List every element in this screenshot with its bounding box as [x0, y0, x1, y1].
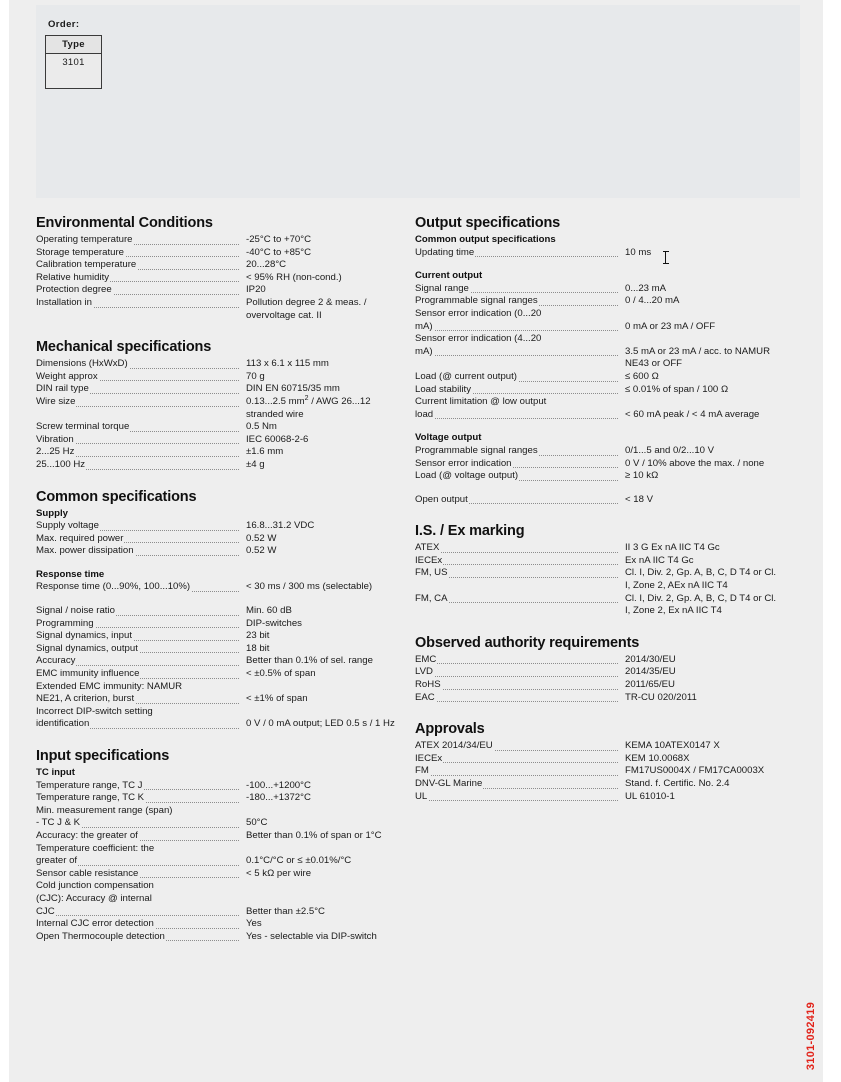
spec-row-label: NE21, A criterion, burst [36, 693, 239, 706]
spec-section [36, 339, 398, 471]
spec-row-value: < 95% RH (non-cond.) [246, 271, 342, 283]
spec-row [36, 817, 398, 830]
spec-row-label: Max. power dissipation [36, 545, 239, 558]
leader-dots [415, 330, 618, 331]
spec-row-label: Vibration [36, 434, 239, 447]
spec-row [36, 931, 398, 944]
spec-row [36, 780, 398, 793]
spec-row-value: ±4 g [246, 458, 265, 470]
spec-row-value: 2014/35/EU [625, 666, 676, 678]
spec-row-label: Updating time [415, 247, 618, 260]
spec-row [415, 567, 777, 592]
subsection-title: TC input [36, 767, 75, 778]
leader-dots [415, 418, 618, 419]
spec-row-value: 0 V / 0 mA output; LED 0.5 s / 1 Hz [246, 718, 395, 730]
spec-row-value: -100...+1200°C [246, 779, 311, 791]
spec-section [415, 635, 777, 704]
spec-row [36, 434, 398, 447]
spec-row-value: 23 bit [246, 630, 270, 642]
spec-row-label: Max. required power [36, 533, 239, 546]
spec-row-value: 0.5 Nm [246, 421, 277, 433]
spec-row-label: Load (@ current output) [415, 371, 618, 384]
product-image-panel [36, 5, 800, 198]
order-table [45, 35, 102, 89]
spec-label-line: Sensor error indication (0...20 [415, 307, 542, 319]
spec-row-value: 2011/65/EU [625, 679, 675, 691]
spec-row [36, 383, 398, 396]
spec-row-value: Stand. f. Certific. No. 2.4 [625, 778, 730, 789]
spec-row-value: 0...23 mA [625, 282, 667, 294]
spec-row-label: Open Thermocouple detection [36, 931, 239, 944]
spec-section [36, 489, 398, 732]
spec-row [36, 459, 398, 472]
spec-row [415, 666, 777, 679]
spec-row-label: RoHS [415, 679, 618, 692]
spec-row-value: UL 61010-1 [625, 790, 675, 802]
spec-row-value: 18 bit [246, 642, 270, 654]
spec-row [36, 297, 398, 322]
spec-row-value: < 30 ms / 300 ms (selectable) [246, 581, 373, 593]
spec-row-value: ≤ 600 Ω [625, 370, 659, 382]
spec-row-value: -180...+1372°C [246, 792, 311, 804]
spec-row-label: Screw terminal torque [36, 421, 239, 434]
spec-row-label: Programmable signal ranges [415, 295, 618, 308]
spec-row [415, 445, 777, 458]
spec-row-value: Better than 0.1% of span or 1°C [246, 829, 382, 841]
spec-row-label-wrap [415, 396, 777, 409]
spec-row-value: 70 g [246, 370, 265, 382]
spec-row-value: 0.52 W [246, 532, 277, 544]
spec-row-label-wrap [36, 893, 398, 906]
spec-row-value: 3.5 mA or 23 mA / acc. to NAMUR NE43 or OFF [625, 345, 771, 370]
spec-row [415, 778, 777, 791]
spec-row-label: CJC [36, 906, 239, 919]
spec-row-label: Load (@ voltage output) [415, 470, 618, 483]
spec-row [36, 918, 398, 931]
spec-row [415, 791, 777, 804]
spec-row-value: 0 / 4...20 mA [625, 295, 680, 307]
spec-row-value: 113 x 6.1 x 115 mm [246, 358, 329, 370]
spec-row [415, 542, 777, 555]
spec-row-value: KEM 10.0068X [625, 752, 690, 764]
spec-row [36, 643, 398, 656]
spec-row-value: -25°C to +70°C [246, 234, 312, 245]
spec-section [415, 721, 777, 803]
spec-row-value: < ±0.5% of span [246, 668, 316, 680]
order-table-cell-type: 3101 [62, 57, 85, 68]
spec-row [36, 792, 398, 805]
spec-row [36, 358, 398, 371]
order-label: Order: [48, 19, 80, 30]
spec-row [415, 346, 777, 371]
spec-row [36, 605, 398, 618]
spec-row [36, 396, 398, 421]
section-title: Approvals [415, 721, 485, 738]
spec-row-label: Sensor cable resistance [36, 868, 239, 881]
spec-label-line: Current limitation @ low output [415, 396, 547, 408]
spec-row-value: DIP-switches [246, 617, 302, 629]
subsection-title: Voltage output [415, 432, 482, 444]
leader-dots [415, 689, 618, 690]
spec-row-value: 0 V / 10% above the max. / none [625, 457, 765, 469]
spec-row-label: DNV-GL Marine [415, 778, 618, 791]
spec-row-label-wrap [36, 880, 398, 893]
spec-row-label: Temperature range, TC K [36, 792, 239, 805]
spec-row-label-wrap [415, 333, 777, 346]
spec-row-label: Open output [415, 494, 618, 507]
spec-row-value: Cl. I, Div. 2, Gp. A, B, C, D T4 or Cl. I, Zone 2, Ex nA IIC T4 [625, 592, 777, 617]
spec-row-value: ≥ 10 kΩ [625, 470, 659, 482]
spec-row-value: 0 mA or 23 mA / OFF [625, 320, 716, 332]
spec-row [415, 409, 777, 422]
leader-dots [415, 800, 618, 801]
spec-row-label: 2...25 Hz [36, 446, 239, 459]
spec-row-value: II 3 G Ex nA IIC T4 Gc [625, 542, 720, 554]
spec-row [36, 906, 398, 919]
datasheet-page [9, 0, 823, 1082]
spec-row [415, 384, 777, 397]
subsection-title: Common output specifications [415, 234, 556, 245]
spec-row-label: Response time (0...90%, 100...10%) [36, 581, 239, 594]
spec-row-label-wrap [36, 706, 398, 719]
spec-row-value: ≤ 0.01% of span / 100 Ω [625, 383, 729, 395]
spec-row [415, 654, 777, 667]
spec-row [415, 247, 777, 260]
spec-row-label: mA) [415, 346, 618, 359]
spec-row [415, 283, 777, 296]
spec-row-label-wrap [415, 308, 777, 321]
spec-row-label: Calibration temperature [36, 259, 239, 272]
spec-row [415, 371, 777, 384]
spec-label-line: Min. measurement range (span) [36, 804, 173, 816]
spec-row-label: Installation in [36, 297, 239, 310]
spec-row [36, 718, 398, 731]
spec-row-label: Supply voltage [36, 520, 239, 533]
section-title: I.S. / Ex marking [415, 523, 525, 540]
spec-row-label: Signal dynamics, output [36, 643, 239, 656]
spec-row [415, 765, 777, 778]
leader-dots [415, 676, 618, 677]
spec-row [36, 446, 398, 459]
spec-row-value: 16.8...31.2 VDC [246, 520, 315, 532]
spec-row-label: IECEx [415, 753, 618, 766]
leader-dots [415, 762, 618, 763]
spec-row-label: Wire size [36, 396, 239, 409]
spec-row-label-wrap [36, 681, 398, 694]
left-spec-column [36, 215, 398, 943]
leader-dots [415, 663, 618, 664]
spec-row-value: Min. 60 dB [246, 605, 292, 617]
spec-row-label: DIN rail type [36, 383, 239, 396]
spec-row [415, 470, 777, 483]
spec-row-label: - TC J & K [36, 817, 239, 830]
spec-row [415, 494, 777, 507]
spec-row-label: mA) [415, 321, 618, 334]
spec-row-label: Operating temperature [36, 234, 239, 247]
spec-row-label: Signal / noise ratio [36, 605, 239, 618]
spec-row-label: FM, US [415, 567, 618, 580]
spec-row-label: FM, CA [415, 593, 618, 606]
spec-row-label: greater of [36, 855, 239, 868]
spec-row-label: load [415, 409, 618, 422]
spec-label-line: Cold junction compensation [36, 880, 154, 892]
spec-row-value: TR-CU 020/2011 [625, 691, 697, 703]
spec-row [36, 830, 398, 843]
spec-row [36, 371, 398, 384]
spec-row-label: Storage temperature [36, 247, 239, 260]
spec-row [36, 545, 398, 558]
subsection-title: Response time [36, 568, 105, 580]
spec-row-value: -40°C to +85°C [246, 246, 312, 258]
spec-row-value: Pollution degree 2 & meas. / overvoltage cat. II [246, 296, 367, 321]
spec-row-label: LVD [415, 666, 618, 679]
spec-row [36, 693, 398, 706]
spec-row [36, 855, 398, 868]
spec-row-label: Signal range [415, 283, 618, 296]
spec-row-label: Programmable signal ranges [415, 445, 618, 458]
spec-row-value: IP20 [246, 284, 266, 296]
spec-row [36, 234, 398, 247]
spec-row-value: DIN EN 60715/35 mm [246, 383, 340, 395]
spec-section [36, 215, 398, 322]
spec-row-label: IECEx [415, 555, 618, 568]
spec-row [36, 655, 398, 668]
spec-row-value: 50°C [246, 817, 268, 829]
spec-row-label: Temperature range, TC J [36, 780, 239, 793]
spec-row-label: Protection degree [36, 284, 239, 297]
spec-label-line: Incorrect DIP-switch setting [36, 705, 153, 717]
spec-row-value: 0/1...5 and 0/2...10 V [625, 444, 715, 456]
spec-label-line: Temperature coefficient: the [36, 842, 155, 854]
subsection-title: Current output [415, 270, 483, 282]
spec-row-label: Accuracy: the greater of [36, 830, 239, 843]
section-title: Environmental Conditions [36, 215, 213, 231]
leader-dots [415, 775, 618, 776]
spec-row-label: EMC immunity influence [36, 668, 239, 681]
leader-dots [415, 564, 618, 565]
spec-row [36, 421, 398, 434]
spec-row-value: Better than ±2.5°C [246, 905, 325, 917]
spec-row-label: ATEX 2014/34/EU [415, 740, 618, 753]
spec-row-label: Weight approx [36, 371, 239, 384]
spec-row-value: < 18 V [625, 493, 654, 505]
spec-row [36, 868, 398, 881]
spec-row-value: Yes [246, 918, 262, 930]
spec-row-label: ATEX [415, 542, 618, 555]
spec-row [36, 533, 398, 546]
section-title: Observed authority requirements [415, 634, 640, 651]
spec-row [415, 593, 777, 618]
spec-row [415, 753, 777, 766]
spec-row-value: KEMA 10ATEX0147 X [625, 740, 720, 752]
subsection-title: Supply [36, 507, 68, 519]
spec-row-label: 25...100 Hz [36, 459, 239, 472]
right-spec-column [415, 215, 777, 803]
spec-row-value: 2014/30/EU [625, 653, 676, 665]
spec-row [415, 692, 777, 705]
section-title: Common specifications [36, 488, 197, 505]
spec-row [36, 247, 398, 260]
spec-row [36, 272, 398, 285]
spec-row [36, 630, 398, 643]
leader-dots [415, 552, 618, 553]
spec-row-label: Relative humidity [36, 272, 239, 285]
spec-row-label: identification [36, 718, 239, 731]
section-title: Input specifications [36, 748, 170, 764]
spec-label-line: (CJC): Accuracy @ internal [36, 892, 152, 904]
spec-row-value: 0.13...2.5 $mm^2$ / AWG 26...12 stranded wire [246, 394, 371, 420]
spec-row-label-wrap [36, 843, 398, 856]
spec-row-value: 0.1°C/°C or ≤ ±0.01%/°C [246, 855, 352, 867]
spec-row-value: Yes - selectable via DIP-switch [246, 930, 377, 942]
spec-row [415, 458, 777, 471]
spec-row-value: Cl. I, Div. 2, Gp. A, B, C, D T4 or Cl. I, Zone 2, AEx nA IIC T4 [625, 567, 777, 592]
spec-row-value: < 60 mA peak / < 4 mA average [625, 408, 760, 420]
spec-section [36, 748, 398, 943]
spec-row [415, 295, 777, 308]
leader-dots [36, 915, 239, 916]
spec-row-label: Load stability [415, 384, 618, 397]
spec-row [415, 321, 777, 334]
spec-row [415, 555, 777, 568]
section-title: Output specifications [415, 215, 561, 231]
spec-row-value: 0.52 W [246, 545, 277, 557]
spec-row-value: < 5 kΩ per wire [246, 867, 312, 879]
spec-row [36, 284, 398, 297]
spec-label-line: Sensor error indication (4...20 [415, 333, 542, 345]
spec-row-label: Signal dynamics, input [36, 630, 239, 643]
spec-row-label: Internal CJC error detection [36, 918, 239, 931]
section-title: Mechanical specifications [36, 339, 212, 356]
spec-row-value: < ±1% of span [246, 693, 308, 705]
spec-row-value: IEC 60068-2-6 [246, 433, 309, 445]
spec-row-label-wrap [36, 805, 398, 818]
leader-dots [415, 701, 618, 702]
spec-row-value: 20...28°C [246, 259, 287, 271]
spec-row-value: 10 ms [625, 246, 652, 258]
spec-row-label: Accuracy [36, 655, 239, 668]
spec-row [415, 679, 777, 692]
spec-row [36, 668, 398, 681]
spec-row [36, 520, 398, 533]
spec-row [415, 740, 777, 753]
spec-label-line: Extended EMC immunity: NAMUR [36, 680, 183, 692]
spec-row-label: Sensor error indication [415, 458, 618, 471]
document-code: 3101-092419 [805, 1001, 817, 1070]
spec-row-label: EMC [415, 654, 618, 667]
spec-row-value: FM17US0004X / FM17CA0003X [625, 765, 765, 777]
leader-dots [415, 355, 618, 356]
spec-row [36, 618, 398, 631]
spec-row-value: ±1.6 mm [246, 446, 284, 458]
spec-row-value: Better than 0.1% of sel. range [246, 655, 373, 667]
spec-row-label: Programming [36, 618, 239, 631]
spec-section [415, 215, 777, 506]
spec-section [415, 523, 777, 618]
spec-row-label: UL [415, 791, 618, 804]
spec-row [36, 259, 398, 272]
spec-row-label: Dimensions (HxWxD) [36, 358, 239, 371]
order-table-header-type: Type [46, 36, 101, 54]
spec-row-value: Ex nA IIC T4 Gc [625, 554, 694, 566]
spec-row-label: EAC [415, 692, 618, 705]
spec-row [36, 581, 398, 594]
spec-row-label: FM [415, 765, 618, 778]
